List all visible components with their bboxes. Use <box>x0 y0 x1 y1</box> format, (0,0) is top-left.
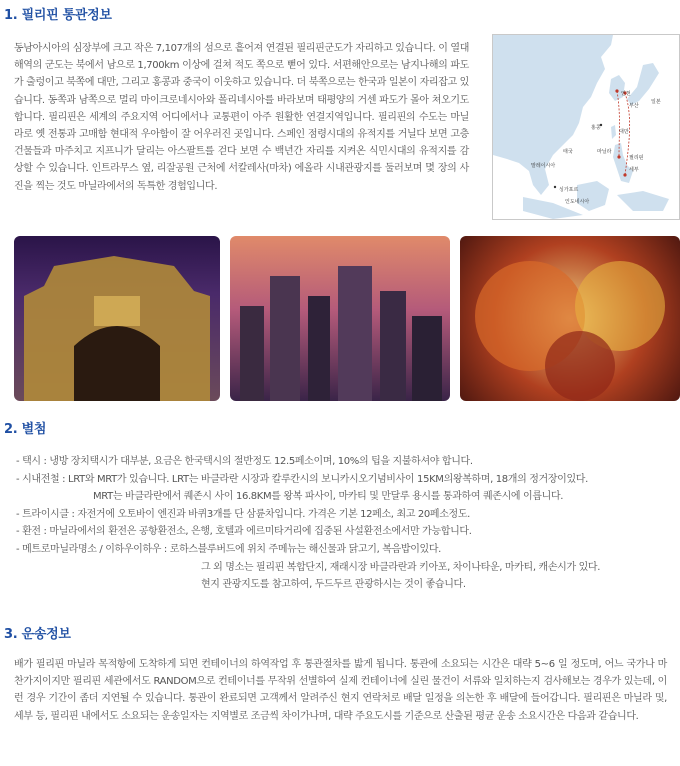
section3-title: 3. 운송정보 <box>4 627 71 642</box>
photo-festival-costume <box>460 236 680 401</box>
fort-gate-illustration <box>14 236 220 401</box>
map-label-philippines: 필리핀 <box>629 155 644 161</box>
map-label-busan: 부산 <box>629 103 639 109</box>
cebu-marker <box>623 173 626 176</box>
section1-title: 1. 필리핀 통관정보 <box>4 8 112 23</box>
manila-marker <box>617 155 620 158</box>
photo-fort-gate <box>14 236 220 401</box>
list-item-attractions: - 메트로마닐라명소 / 이하우이하우 : 로하스블루버드에 위치 주메뉴는 해신물과 닭고기, 복음밥이있다. 그 외 명소는 필리핀 복합단지, 재래시장 바클라란과 키아포, 차이나타운, 마카티, 캐손시가 있다. 현지 관광지도를 참고하여, 두드두르 관광하시는 것이 좋습니다. <box>16 543 601 591</box>
list-item-tricycle: - 트라이시클 : 자전거에 오토바이 엔진과 바퀴3개를 단 삼륜차입니다. 가격은 기본 12페소, 최고 20페소정도. <box>16 508 470 520</box>
section2-title: 2. 별첨 <box>4 422 47 437</box>
map-label-incheon: 인천 <box>621 91 631 97</box>
city-skyline-illustration <box>230 236 450 401</box>
singapore-marker <box>554 186 556 188</box>
section3-paragraph: 배가 필리핀 마닐라 목적항에 도착하게 되면 컨테이너의 하역작업 후 통관절차를 밟게 됩니다. 통관에 소요되는 시간은 대략 5~6 일 정도며, 어느 국가나 마찬가지이지만 필리핀 세관에서도 RANDOM으로 컨테이너를 무작위 선별하여 실제 컨테이너에 실린 물건이 서류와 일치하는지 검사해보는 경우가 있는데, 이런 경우 기간이 좀더 지연될 수 있습니다. 통관이 완료되면 고객께서 알려주신 현지 연락처로 배달 일정을 의논한 후 배달에 들어갑니다. 필리핀은 마닐라 및, 세부 등, 필리핀 내에서도 소요되는 운송일자는 지역별로 조금씩 차이가나며, 대략 주요도시를 기준으로 산출된 평균 운송 소요시간은 다음과 같습니다. <box>14 659 667 722</box>
section1-paragraph: 동남아시아의 심장부에 크고 작은 7,107개의 섬으로 흩어져 연결된 필리핀군도가 자리하고 있습니다. 이 열대해역의 군도는 북에서 남으로 1,700km 이상에 걸쳐 적도 쪽으로 뻗어 있다. 서편해안으로는 남지나해의 파도가 출렁이고 북쪽에 대만, 그리고 홍콩과 중국이 이웃하고 있습니다. 더 북쪽으로는 한국과 일본이 자리잡고 있습니다. 동쪽과 남쪽으로 멀리 마이크로네시아와 폴리네시아를 바라보며 태평양의 거센 파도가 몰아 쳐오기도 합니다. 필리핀은 세계의 주요지역 어디에서나 교통편이 아주 원활한 연결지역입니다. 필리핀의 수도는 마닐라로 옛 전통과 고매함 현대적 우아함이 잘 어우러진 곳입니다. 스페인 점령시대의 유적지를 거닐다 보면 고층 건물들과 마주치고 지프니가 달리는 아스팔트를 걷다 보면 수 백년간 자리를 지켜온 식민시대의 유적지를 감상할 수 있습니다. 인트라무스 옆, 리잘공원 근처에 서칼레사(마차) 에올라 시내관광지를 둘러보며 몇 장의 사진을 찍는 것도 마닐라에서의 독특한 경험입니다. <box>14 43 469 192</box>
list-item-taxi: - 택시 : 냉방 장치택시가 대부분, 요금은 한국택시의 절반정도 12.5페소이며, 10%의 팁을 지불하셔야 합니다. <box>16 456 473 467</box>
map-label-manila: 마닐라 <box>597 149 612 155</box>
route-map <box>492 34 680 220</box>
map-label-indonesia: 인도네시아 <box>565 199 590 205</box>
map-label-taiwan: 대만 <box>619 129 629 135</box>
map-label-cebu: 세부 <box>629 167 639 173</box>
festival-illustration <box>460 236 680 401</box>
map-label-hongkong: 홍콩 <box>591 125 601 131</box>
map-label-thailand: 태국 <box>563 149 573 155</box>
list-item-rail: - 시내전철 : LRT와 MRT가 있습니다. LRT는 바클라란 시장과 칼루칸시의 보니카시오기념비사이 15KM의왕복하며, 18개의 정거장이있다. MRT는 바클라란에서 퀘존시 사이 16.8KM를 왕복 파사이, 마카티 및 만달루 용시를 통과하여 퀘존시에 이릅니다. <box>16 473 588 503</box>
list-item-exchange: - 환전 : 마닐라에서의 환전은 공항환전소, 은행, 호텔과 에르미타거리에 집중된 사설환전소에서만 가능합니다. <box>16 526 472 538</box>
map-label-malaysia: 말레이시아 <box>531 163 556 169</box>
incheon-marker <box>615 89 618 92</box>
map-label-japan: 일본 <box>651 99 661 105</box>
route-map-graphic <box>493 35 679 219</box>
map-label-singapore: 싱가포르 <box>559 187 579 193</box>
photo-city-skyline <box>230 236 450 401</box>
attachment-list <box>16 453 600 594</box>
